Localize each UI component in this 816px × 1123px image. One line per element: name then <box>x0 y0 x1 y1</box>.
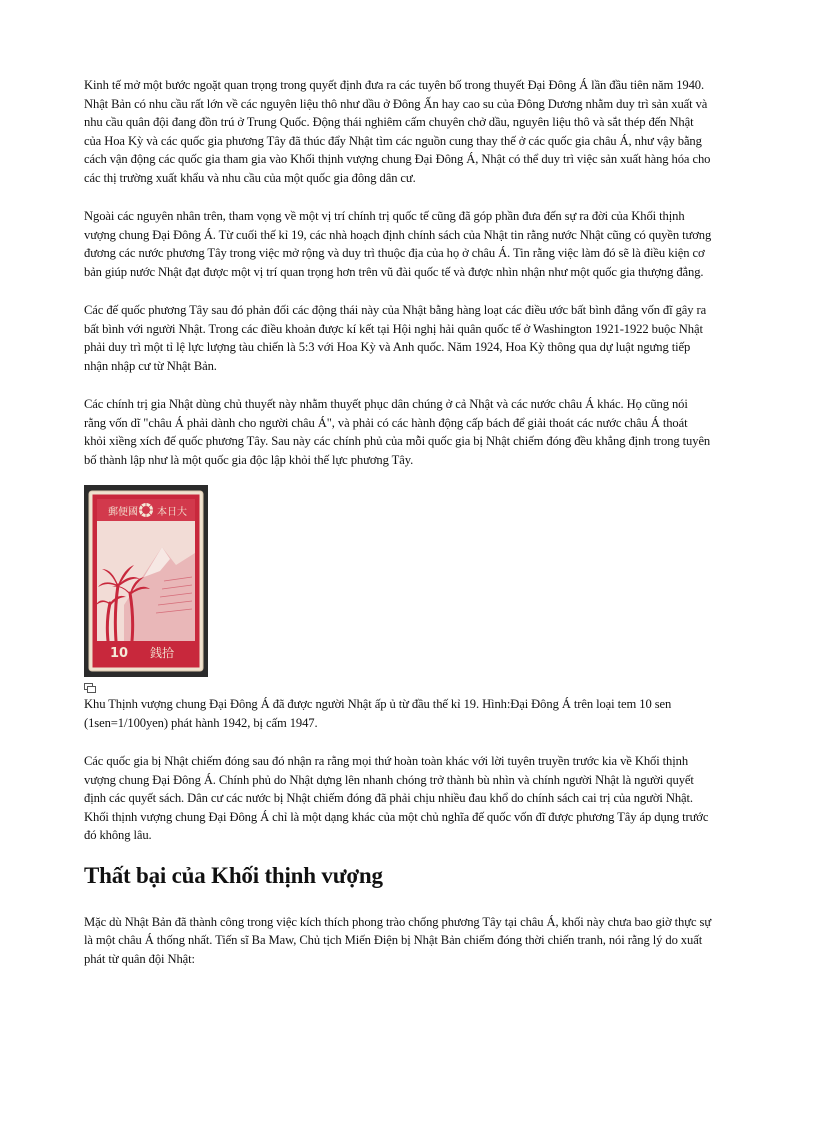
document-page <box>84 76 712 968</box>
svg-text:10: 10 <box>110 646 129 661</box>
paragraph-economy: Kinh tế mở một bước ngoặt quan trọng trong quyết định đưa ra các tuyên bố trong thuyết Đại Đông Á lần đầu tiên năm 1940. Nhật Bản có nhu cầu rất lớn về các nguyên liệu thô như dầu ở Đông Ấn hay cao su của Đông Dương nhằm duy trì sản xuất và nhu cầu quân đội đang đồn trú ở Trung Quốc. Động thái nghiêm cấm chuyên chở dầu, nguyên liệu thô và sắt thép đến Nhật của Hoa Kỳ và các quốc gia phương Tây đã thúc đẩy Nhật tìm các nguồn cung thay thế ở các quốc gia châu Á, như vậy bằng cách vận động các quốc gia tham gia vào Khối thịnh vượng chung Đại Đông Á, Nhật có thể duy trì việc sản xuất hàng hóa cho các thị trường xuất khẩu và nhu cầu của một quốc gia đông dân cư. <box>84 78 711 185</box>
section-heading: Thất bại của Khối thịnh vượng <box>84 862 383 888</box>
enlarge-image-icon[interactable] <box>84 683 96 693</box>
svg-text:郵便國: 郵便國 <box>108 507 138 518</box>
svg-text:銭拾: 銭拾 <box>150 646 175 660</box>
paragraph-western-treaties: Các đế quốc phương Tây sau đó phản đối các động thái này của Nhật bằng hàng loạt các điều ước bất bình đẳng vốn đĩ gây ra bất bình với người Nhật. Trong các điều khoản được kí kết tại Hội nghị hải quân quốc tế ở Washington 1921-1922 buộc Nhật phải duy trì một tỉ lệ lực lượng tàu chiến là 5:3 với Hoa Kỳ và Anh quốc. Năm 1924, Hoa Kỳ thông qua dự luật ngưng tiếp nhận nhập cư từ Nhật Bản. <box>84 303 707 373</box>
paragraph-propaganda: Các chính trị gia Nhật dùng chủ thuyết này nhằm thuyết phục dân chúng ở cả Nhật và các nước châu Á khác. Họ cũng nói rằng vốn dĩ "châu Á phải dành cho người châu Á", và phải có các hành động cấp bách để giải thoát các nước châu Á thoát khỏi xiềng xích đế quốc phương Tây. Sau này các chính phủ của mỗi quốc gia bị Nhật chiếm đóng đều khẳng định trong tuyên bố thành lập như là một quốc gia độc lập khỏi thế lực phương Tây. <box>84 397 711 467</box>
paragraph-political-ambition: Ngoài các nguyên nhân trên, tham vọng về một vị trí chính trị quốc tế cũng đã góp phần đưa đến sự ra đời của Khối thịnh vượng chung Đại Đông Á. Từ cuối thế kỉ 19, các nhà hoạch định chính sách của Nhật tin rằng nước Nhật cũng có quyền tương đương các nước phương Tây trong việc mở rộng và duy trì thuộc địa của họ ở châu Á. Tin rằng việc làm đó sẽ là điều kiện cơ bản giúp nước Nhật đạt được một vị trí quan trọng hơn trên vũ đài quốc tế và được nhìn nhận như một quốc gia thượng đẳng. <box>84 209 712 279</box>
svg-text:本日大: 本日大 <box>157 507 187 518</box>
stamp-image <box>84 485 208 677</box>
paragraph-occupied-nations: Các quốc gia bị Nhật chiếm đóng sau đó nhận ra rằng mọi thứ hoàn toàn khác với lời tuyên truyền trước kia về Khối thịnh vượng chung Đại Đông Á. Chính phủ do Nhật dựng lên nhanh chóng trở thành bù nhìn và chính người Nhật là người quyết định các quyết sách. Dân cư các nước bị Nhật chiếm đóng đã phải chịu nhiều đau khổ do chính sách cai trị của người Nhật. Khối thịnh vượng chung Đại Đông Á chỉ là một dạng khác của một chủ nghĩa đế quốc vốn đĩ được phương Tây áp dụng trước đó không lâu. <box>84 754 709 842</box>
paragraph-failure: Mặc dù Nhật Bản đã thành công trong việc kích thích phong trào chống phương Tây tại châu Á, khối này chưa bao giờ thực sự là một châu Á thống nhất. Tiến sĩ Ba Maw, Chủ tịch Miến Điện bị Nhật Bản chiếm đóng thời chiến tranh, nói rằng lý do xuất phát từ quân đội Nhật: <box>84 914 712 966</box>
figure-caption: Khu Thịnh vượng chung Đại Đông Á đã được người Nhật ấp ủ từ đầu thế kỉ 19. Hình:Đại Đông Á trên loại tem 10 sen (1sen=1/100yen) phát hành 1942, bị cấm 1947. <box>84 697 672 730</box>
